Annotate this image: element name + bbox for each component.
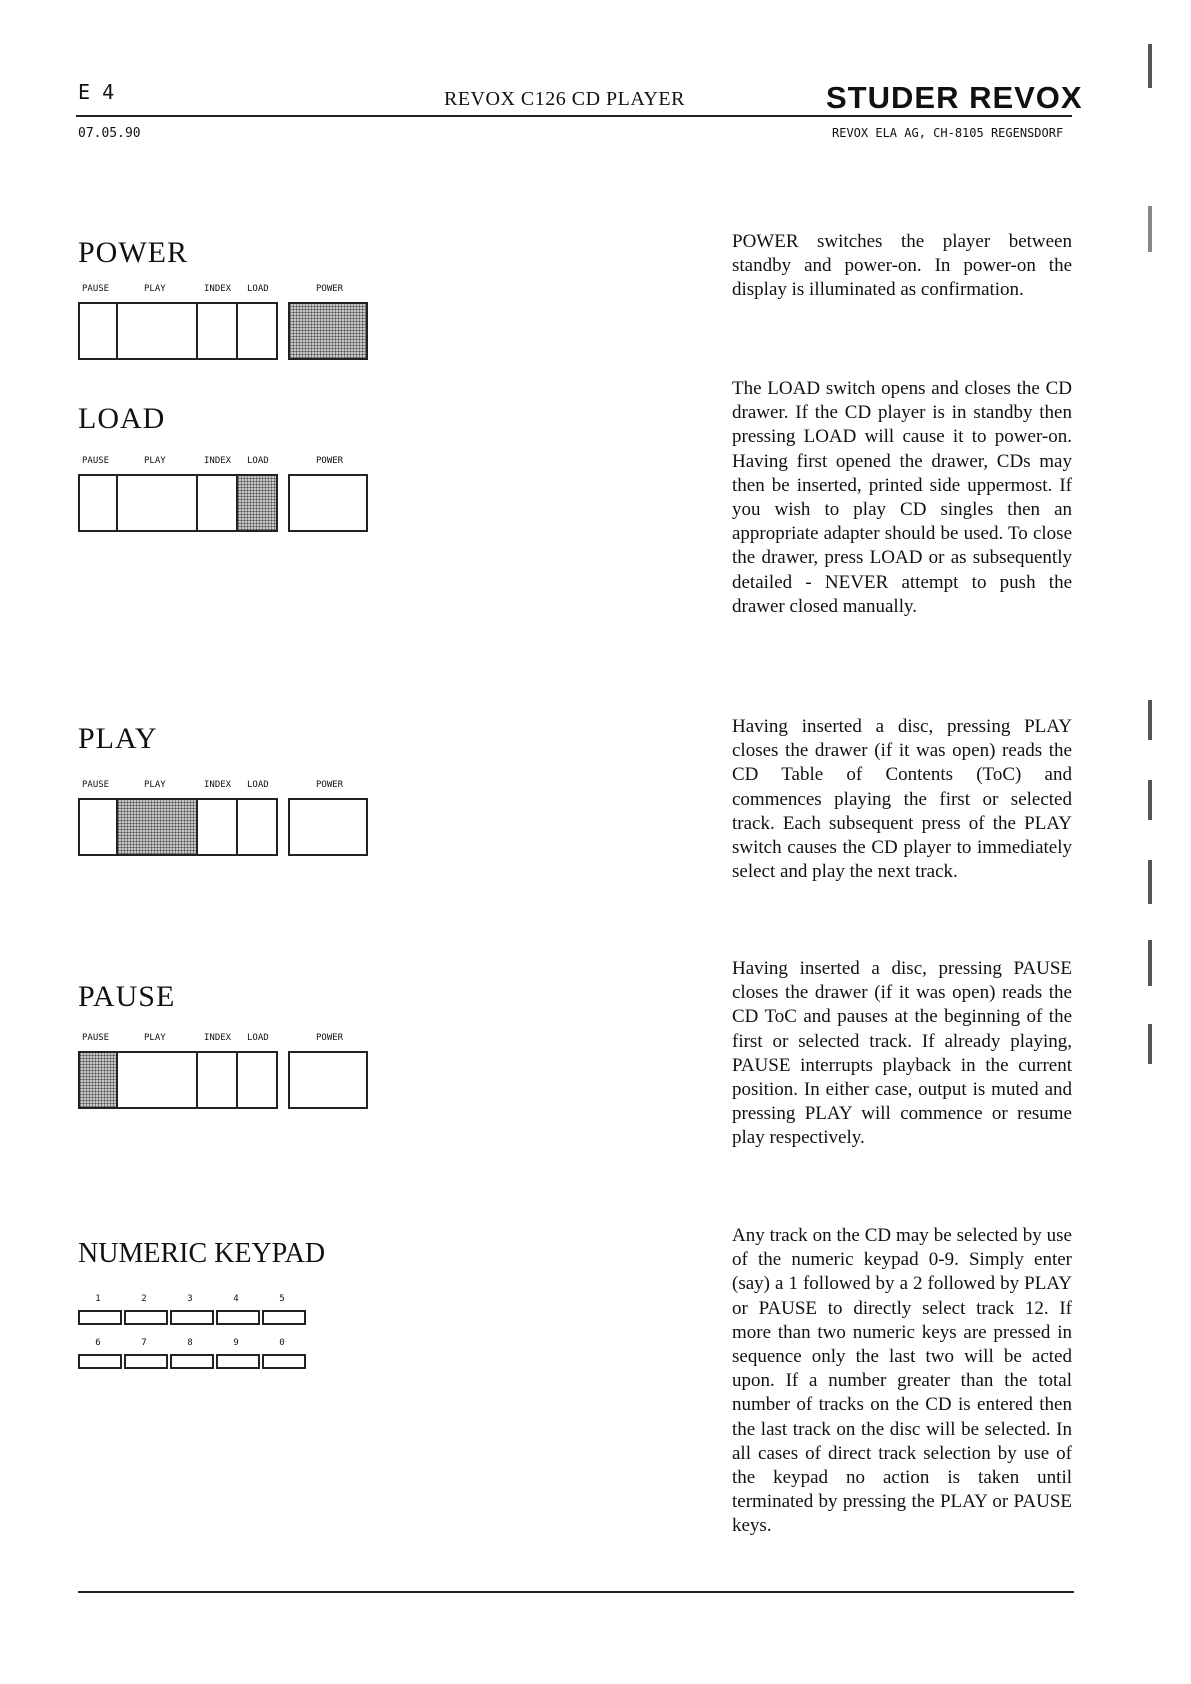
label-power: POWER	[316, 1033, 344, 1043]
load-button	[236, 798, 278, 856]
label-load: LOAD	[247, 780, 269, 790]
label-index: INDEX	[204, 456, 232, 466]
scan-edge-mark	[1148, 700, 1152, 740]
index-button	[196, 474, 238, 532]
front-panel-diagram-play	[78, 780, 372, 868]
key-label: 7	[141, 1338, 147, 1348]
label-play: PLAY	[144, 780, 166, 790]
pause-button	[78, 798, 118, 856]
pause-button-highlighted	[78, 1051, 118, 1109]
section-title-power: POWER	[78, 236, 188, 269]
document-date: 07.05.90	[78, 126, 141, 141]
power-button	[288, 1051, 368, 1109]
section-title-load: LOAD	[78, 402, 166, 435]
pause-button	[78, 302, 118, 360]
index-button	[196, 798, 238, 856]
label-power: POWER	[316, 456, 344, 466]
label-index: INDEX	[204, 780, 232, 790]
key-label: 6	[95, 1338, 101, 1348]
section-title-numeric-keypad: NUMERIC KEYPAD	[78, 1238, 326, 1269]
header-rule	[76, 115, 1072, 117]
key-6	[78, 1354, 122, 1369]
numeric-keypad-diagram	[78, 1294, 318, 1374]
key-label: 8	[187, 1338, 193, 1348]
index-button	[196, 302, 238, 360]
power-button	[288, 474, 368, 532]
pause-button	[78, 474, 118, 532]
key-9	[216, 1354, 260, 1369]
scan-edge-mark	[1148, 206, 1152, 252]
section-title-pause: PAUSE	[78, 980, 176, 1013]
label-play: PLAY	[144, 1033, 166, 1043]
play-description: Having inserted a disc, pressing PLAY closes the drawer (if it was open) reads the CD Table of Contents (ToC) and commences playing the first or selected track. Each subsequent press of the PLAY switch causes the CD player to immediately select and play the next track.	[732, 716, 1072, 883]
keypad-row-2	[78, 1338, 318, 1370]
play-button	[116, 302, 198, 360]
keypad-row-1	[78, 1294, 318, 1326]
key-label: 0	[279, 1338, 285, 1348]
label-power: POWER	[316, 780, 344, 790]
front-panel-diagram-load	[78, 456, 372, 544]
footer-rule	[78, 1591, 1074, 1593]
load-button	[236, 302, 278, 360]
key-7	[124, 1354, 168, 1369]
label-pause: PAUSE	[82, 780, 110, 790]
key-3	[170, 1310, 214, 1325]
label-play: PLAY	[144, 456, 166, 466]
label-index: INDEX	[204, 1033, 232, 1043]
load-description: The LOAD switch opens and closes the CD drawer. If the CD player is in standby then pressing LOAD will cause it to power-on. Having first opened the drawer, CDs may then be inserted, printed side uppermost. If you wish to play CD singles then an appropriate adapter should be used. To close the drawer, press LOAD or as subsequently detailed - NEVER attempt to push the drawer closed manually.	[732, 378, 1072, 617]
play-button	[116, 1051, 198, 1109]
pause-description: Having inserted a disc, pressing PAUSE closes the drawer (if it was open) reads the CD ToC and pauses at the beginning of the first or selected track. If already playing, PAUSE interrupts playback in the current position. In either case, output is muted and pressing PLAY will commence or resume play respectively.	[732, 958, 1072, 1149]
key-label: 3	[187, 1294, 193, 1304]
label-pause: PAUSE	[82, 284, 110, 294]
key-4	[216, 1310, 260, 1325]
key-1	[78, 1310, 122, 1325]
page-code: E 4	[78, 80, 115, 104]
company-address: REVOX ELA AG, CH-8105 REGENSDORF	[832, 126, 1064, 140]
load-button	[236, 1051, 278, 1109]
scan-edge-mark	[1148, 1024, 1152, 1064]
numeric-keypad-description: Any track on the CD may be selected by use of the numeric keypad 0-9. Simply enter (say) a 1 followed by a 2 followed by PLAY or PAUSE to directly select track 12. If more than two numeric keys are pressed in sequence only the last two will be acted upon. If a number greater than the total number of tracks on the CD is entered then the last track on the disc will be selected. In all cases of direct track selection by use of the keypad no action is taken until terminated by pressing the PLAY or PAUSE keys.	[732, 1225, 1072, 1537]
key-label: 4	[233, 1294, 239, 1304]
label-index: INDEX	[204, 284, 232, 294]
key-2	[124, 1310, 168, 1325]
power-button	[288, 798, 368, 856]
scan-edge-mark	[1148, 940, 1152, 986]
key-5	[262, 1310, 306, 1325]
label-load: LOAD	[247, 1033, 269, 1043]
front-panel-diagram-pause	[78, 1033, 372, 1121]
section-title-play: PLAY	[78, 722, 158, 755]
key-label: 1	[95, 1294, 101, 1304]
label-power: POWER	[316, 284, 344, 294]
front-panel-diagram-power	[78, 284, 372, 372]
label-pause: PAUSE	[82, 456, 110, 466]
scan-edge-mark	[1148, 860, 1152, 904]
key-0	[262, 1354, 306, 1369]
index-button	[196, 1051, 238, 1109]
document-title: REVOX C126 CD PLAYER	[444, 88, 685, 110]
power-description: POWER switches the player between standby and power-on. In power-on the display is illuminated as confirmation.	[732, 231, 1072, 301]
key-label: 2	[141, 1294, 147, 1304]
play-button-highlighted	[116, 798, 198, 856]
play-button	[116, 474, 198, 532]
scan-edge-mark	[1148, 44, 1152, 88]
label-play: PLAY	[144, 284, 166, 294]
label-pause: PAUSE	[82, 1033, 110, 1043]
power-button-highlighted	[288, 302, 368, 360]
load-button-highlighted	[236, 474, 278, 532]
label-load: LOAD	[247, 456, 269, 466]
brand-logo: STUDER REVOX	[826, 80, 1083, 115]
key-8	[170, 1354, 214, 1369]
key-label: 5	[279, 1294, 285, 1304]
label-load: LOAD	[247, 284, 269, 294]
scan-edge-mark	[1148, 780, 1152, 820]
key-label: 9	[233, 1338, 239, 1348]
